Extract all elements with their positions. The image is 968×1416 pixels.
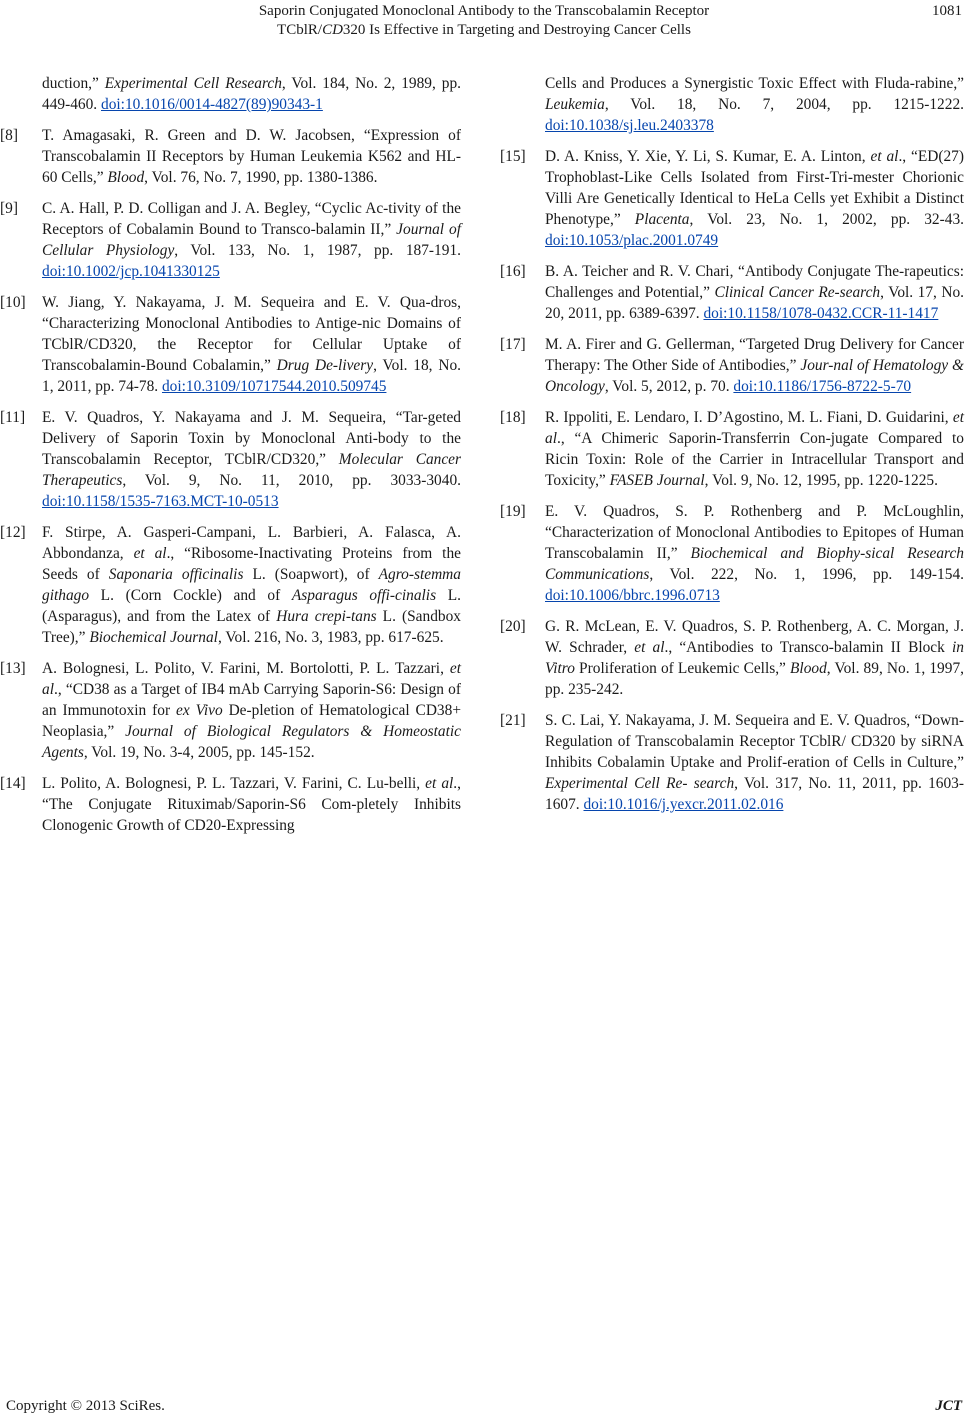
reference-text: , Vol. 19, No. 3-4, 2005, pp. 145-152. <box>83 744 315 761</box>
reference-text: R. Ippoliti, E. Lendaro, I. D’Agostino, M. L. Fiani, D. Guidarini, <box>545 409 953 426</box>
reference-entry <box>500 407 964 491</box>
reference-text: , Vol. 9, No. 11, 2010, pp. 3033-3040. <box>122 472 461 489</box>
reference-text: , Vol. 89, No. 1, 1997, pp. 235-242. <box>545 660 964 698</box>
reference-italic-text: Placenta <box>634 211 690 228</box>
reference-text: , Vol. 317, No. 11, 2011, pp. 1603-1607. <box>545 775 964 813</box>
reference-italic-text: Agro-stemma githago <box>42 566 461 604</box>
running-title-part: TCblR/ <box>277 22 323 38</box>
reference-text: F. Stirpe, A. Gasperi-Campani, L. Barbieri, A. Falasca, A. Abbondanza, <box>42 524 461 562</box>
reference-entry <box>500 261 964 324</box>
reference-text: ., “The Conjugate Rituximab/Saporin-S6 Com-pletely Inhibits Clonogenic Growth of CD20-Expressing <box>42 775 461 834</box>
doi-link[interactable]: doi:10.1186/1756-8722-5-70 <box>733 378 912 395</box>
reference-text: ., “ED(27) Trophoblast-Like Cells Isolated from First-Tri-mester Chorionic Villi Are Genetically Identical to HeLa Cells yet Exhibit a Distinct Phenotype,” <box>545 148 964 228</box>
reference-entry <box>500 334 964 397</box>
reference-number: [19] <box>500 503 526 520</box>
reference-entry <box>0 658 461 763</box>
reference-text: M. A. Firer and G. Gellerman, “Targeted Drug Delivery for Cancer Therapy: The Other Side of Antibodies,” <box>545 336 964 374</box>
reference-number: [10] <box>0 294 26 311</box>
page-number: 1081 <box>932 3 962 19</box>
doi-link[interactable]: doi:10.1158/1078-0432.CCR-11-1417 <box>703 305 939 322</box>
reference-text: D. A. Kniss, Y. Xie, Y. Li, S. Kumar, E. A. Linton, <box>545 148 871 165</box>
journal-abbreviation: JCT <box>935 1398 962 1414</box>
reference-italic-text: Molecular Cancer Therapeutics <box>42 451 461 489</box>
reference-text: C. A. Hall, P. D. Colligan and J. A. Begley, “Cyclic Ac-tivity of the Receptors of Cobalamin Bound to Transco-balamin II,” <box>42 200 461 238</box>
reference-text: L. (Corn Cockle) and of <box>89 587 292 604</box>
reference-text: , Vol. 17, No. 20, 2011, pp. 6389-6397. <box>545 284 964 322</box>
reference-entry <box>500 146 964 251</box>
page-footer <box>0 1396 968 1416</box>
reference-italic-text: Hura crepi-tans <box>276 608 377 625</box>
reference-entry <box>0 198 462 282</box>
reference-italic-text: Clinical Cancer Re-search <box>714 284 881 301</box>
reference-text: , Vol. 18, No. 7, 2004, pp. 1215-1222. <box>604 96 964 113</box>
reference-entry <box>0 125 461 188</box>
reference-text: Proliferation of Leukemic Cells,” <box>574 660 791 677</box>
reference-italic-text: in Vitro <box>545 639 964 677</box>
reference-text: Cells and Produces a Synergistic Toxic Effect with Fluda-rabine,” <box>545 75 964 92</box>
reference-text: , Vol. 9, No. 12, 1995, pp. 1220-1225. <box>704 472 938 489</box>
reference-italic-text: Jour-nal of Hematology & Oncology <box>545 357 964 395</box>
reference-italic-text: Experimental Cell Research <box>104 75 282 92</box>
reference-number: [9] <box>0 200 18 217</box>
reference-italic-text: et al <box>42 660 461 698</box>
reference-text: L. (Sandbox Tree),” <box>42 608 461 646</box>
reference-number: [17] <box>500 336 526 353</box>
doi-link[interactable]: doi:10.3109/10717544.2010.509745 <box>161 378 387 395</box>
reference-number: [20] <box>500 618 526 635</box>
reference-italic-text: FASEB Journal <box>609 472 705 489</box>
reference-entry <box>500 616 964 700</box>
reference-text: T. Amagasaki, R. Green and D. W. Jacobsen, “Expression of Transcobalamin II Receptors by Human Leukemia K562 and HL-60 Cells,” <box>42 127 461 186</box>
doi-link[interactable]: doi:10.1016/0014-4827(89)90343-1 <box>101 96 323 113</box>
reference-text: G. R. McLean, E. V. Quadros, S. P. Rothenberg, A. C. Morgan, J. W. Schrader, <box>545 618 964 656</box>
reference-continuation <box>506 73 964 136</box>
reference-italic-text: et al <box>634 639 665 656</box>
doi-link[interactable]: doi:10.1016/j.yexcr.2011.02.016 <box>583 796 784 813</box>
reference-text: De-pletion of Hematological CD38+ Neoplasia,” <box>42 702 461 740</box>
reference-italic-text: Asparagus offi-cinalis <box>291 587 437 604</box>
reference-text: L. (Soapwort), of <box>243 566 379 583</box>
doi-link[interactable]: doi:10.1158/1535-7163.MCT-10-0513 <box>42 493 279 510</box>
reference-entry <box>0 407 461 512</box>
running-header <box>0 2 968 42</box>
reference-number: [8] <box>0 127 18 144</box>
reference-text: E. V. Quadros, Y. Nakayama and J. M. Sequeira, “Tar-geted Delivery of Saporin Toxin by Monoclonal Anti-body to the Transcobalamin Receptor, TCblR/CD320,” <box>42 409 461 468</box>
reference-italic-text: et al <box>545 409 964 447</box>
reference-number: [13] <box>0 660 26 677</box>
reference-text: L. (Asparagus), and from the Latex of <box>42 587 461 625</box>
left-reference-column <box>0 73 462 846</box>
reference-italic-text: Drug De-livery <box>276 357 374 374</box>
reference-text: , Vol. 23, No. 1, 2002, pp. 32-43. <box>689 211 964 228</box>
reference-number: [15] <box>500 148 526 165</box>
reference-italic-text: Experimental Cell Re- search <box>545 775 735 792</box>
reference-text: , Vol. 5, 2012, p. 70. <box>604 378 734 395</box>
running-title-part: 320 Is Effective in Targeting and Destroying Cancer Cells <box>342 22 691 38</box>
reference-italic-text: et al <box>870 148 899 165</box>
reference-text: duction,” <box>42 75 105 92</box>
running-title-line-2 <box>0 21 968 39</box>
right-reference-column <box>500 73 964 825</box>
reference-text: B. A. Teicher and R. V. Chari, “Antibody Conjugate The-rapeutics: Challenges and Potential,” <box>545 263 964 301</box>
reference-text: ., “Ribosome-Inactivating Proteins from the Seeds of <box>42 545 461 583</box>
reference-italic-text: Journal of Cellular Physiology <box>42 221 462 259</box>
running-title-italic-part: CD <box>322 22 343 38</box>
reference-text: E. V. Quadros, S. P. Rothenberg and P. McLoughlin, “Characterization of Monoclonal Antibodies to Epitopes of Human Transcobalamin II,” <box>545 503 964 562</box>
reference-italic-text: ex Vivo <box>176 702 223 719</box>
reference-italic-text: Journal of Biological Regulators & Homeostatic Agents <box>42 723 461 761</box>
reference-italic-text: Biochemical Journal <box>89 629 218 646</box>
reference-number: [16] <box>500 263 526 280</box>
reference-text: , Vol. 216, No. 3, 1983, pp. 617-625. <box>217 629 444 646</box>
reference-entry <box>500 710 964 815</box>
reference-text: ., “A Chimeric Saporin-Transferrin Con-jugate Compared to Ricin Toxin: Role of the Carrier in Intracellular Transport and Toxicity,” <box>545 430 964 489</box>
reference-continuation <box>30 73 461 115</box>
reference-italic-text: Saponaria officinalis <box>108 566 244 583</box>
reference-text: , Vol. 18, No. 1, 2011, pp. 74-78. <box>42 357 461 395</box>
reference-entry <box>500 501 964 606</box>
reference-text: , Vol. 222, No. 1, 1996, pp. 149-154. <box>649 566 964 583</box>
reference-italic-text: Blood <box>107 169 145 186</box>
doi-link[interactable]: doi:10.1053/plac.2001.0749 <box>545 232 719 249</box>
copyright-notice: Copyright © 2013 SciRes. <box>6 1398 165 1414</box>
reference-number: [14] <box>0 775 26 792</box>
reference-text: A. Bolognesi, L. Polito, V. Farini, M. Bortolotti, P. L. Tazzari, <box>42 660 450 677</box>
reference-italic-text: Biochemical and Biophy-sical Research Communications <box>545 545 964 583</box>
reference-text: ., “Antibodies to Transco-balamin II Block <box>664 639 953 656</box>
reference-number: [12] <box>0 524 26 541</box>
reference-text: , Vol. 76, No. 7, 1990, pp. 1380-1386. <box>144 169 378 186</box>
reference-italic-text: et al <box>133 545 167 562</box>
reference-entry <box>0 522 461 648</box>
reference-text: L. Polito, A. Bolognesi, P. L. Tazzari, V. Farini, C. Lu-belli, <box>42 775 426 792</box>
reference-italic-text: Blood <box>790 660 827 677</box>
reference-italic-text: Leukemia <box>545 96 605 113</box>
doi-link[interactable]: doi:10.1006/bbrc.1996.0713 <box>545 587 720 604</box>
reference-text: S. C. Lai, Y. Nakayama, J. M. Sequeira and E. V. Quadros, “Down-Regulation of Transcobalamin Receptor TCblR/ CD320 by siRNA Inhibits Cobalamin Uptake and Prolif-eration of Cells in Culture,” <box>545 712 964 771</box>
reference-text: W. Jiang, Y. Nakayama, J. M. Sequeira and E. V. Qua-dros, “Characterizing Monoclonal Antibodies to Antige-nic Domains of TCblR/CD320, the Receptor for Cellular Uptake of Transcobalamin-Bound Cobalamin,” <box>42 294 461 374</box>
reference-italic-text: et al <box>425 775 454 792</box>
doi-link[interactable]: doi:10.1002/jcp.1041330125 <box>42 263 220 280</box>
reference-text: , Vol. 133, No. 1, 1987, pp. 187-191. <box>174 242 461 259</box>
reference-number: [18] <box>500 409 526 426</box>
reference-number: [21] <box>500 712 526 729</box>
reference-number: [11] <box>0 409 26 426</box>
reference-entry <box>0 292 461 397</box>
doi-link[interactable]: doi:10.1038/sj.leu.2403378 <box>545 117 714 134</box>
reference-entry <box>0 773 461 836</box>
running-title-line-1: Saporin Conjugated Monoclonal Antibody to the Transcobalamin Receptor <box>258 3 710 19</box>
reference-text: , Vol. 184, No. 2, 1989, pp. 449-460. <box>42 75 462 113</box>
reference-text: ., “CD38 as a Target of IB4 mAb Carrying Saporin-S6: Design of an Immunotoxin for <box>42 681 461 719</box>
